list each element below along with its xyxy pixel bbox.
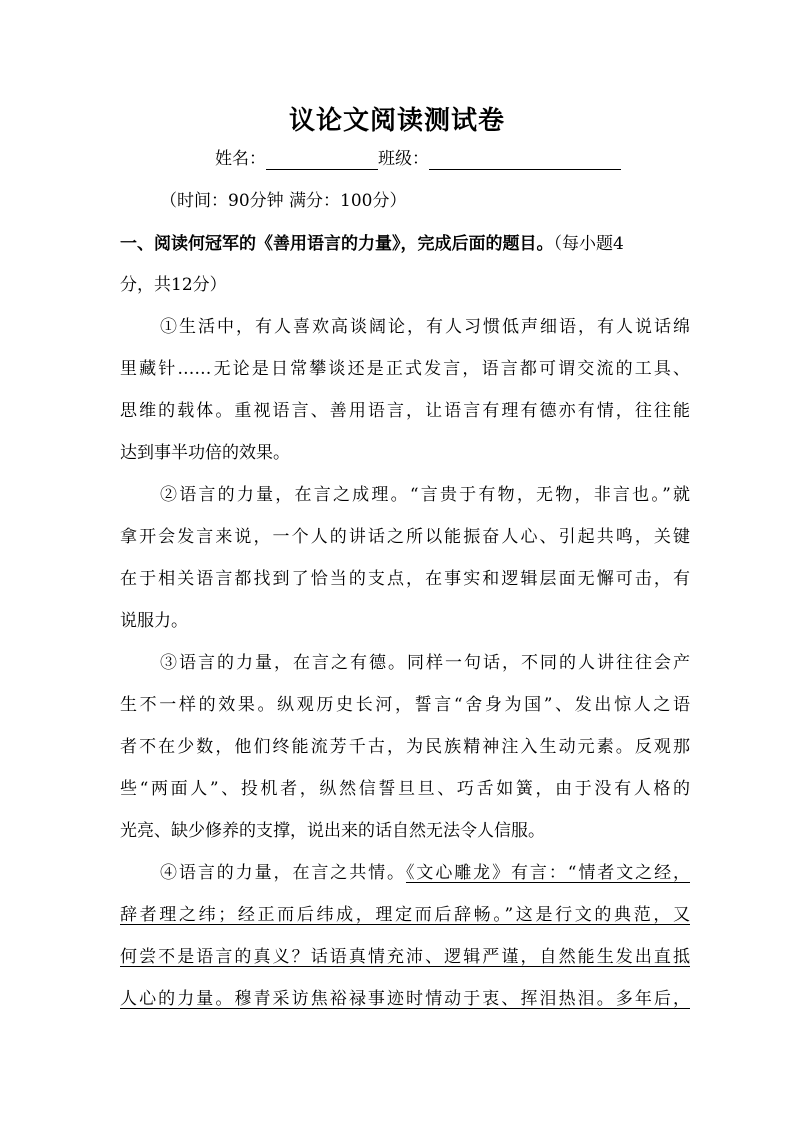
time-note: （时间：90分钟 满分：100分） [160, 191, 407, 211]
paragraph-line: ③语言的力量，在言之有德。同样一句话，不同的人讲往往会产 [160, 653, 690, 673]
class-label: 班级： [378, 149, 429, 169]
name-label: 姓名： [215, 149, 266, 169]
paragraph-line: 说服力。 [120, 611, 188, 631]
paragraph-line: 光亮、缺少修养的支撑，说出来的话自然无法令人信服。 [120, 821, 545, 841]
paragraph-line: 拿开会发言来说，一个人的讲话之所以能振奋人心、引起共鸣，关键 [120, 527, 690, 547]
name-class-row [215, 148, 785, 170]
paragraph-line: 里藏针……无论是日常攀谈还是正式发言，语言都可谓交流的工具、 [120, 359, 690, 379]
paragraph-line: 者不在少数，他们终能流芳千古，为民族精神注入生动元素。反观那 [120, 737, 690, 757]
paragraph-line: 思维的载体。重视语言、善用语言，让语言有理有德亦有情，往往能 [120, 401, 690, 421]
name-field[interactable] [266, 151, 378, 170]
underlined-line: 何尝不是语言的真义？话语真情充沛、逻辑严谨，自然能生发出直抵 [120, 947, 690, 967]
paragraph-line: 些“两面人”、投机者，纵然信誓旦旦、巧舌如簧，由于没有人格的 [120, 779, 690, 799]
page-title: 议论文阅读测试卷 [288, 106, 505, 136]
paragraph-line: 在于相关语言都找到了恰当的支点，在事实和逻辑层面无懈可击，有 [120, 569, 690, 589]
section-heading [120, 233, 690, 255]
underlined-line: 辞者理之纬；经正而后纬成，理定而后辞畅。”这是行文的典范，又 [120, 905, 690, 925]
paragraph-line: 生不一样的效果。纵观历史长河，誓言“舍身为国”、发出惊人之语 [120, 695, 690, 715]
section-heading-text: 一、阅读何冠军的《善用语言的力量》，完成后面的题目。 [120, 234, 554, 254]
paragraph-text: ④语言的力量，在言之共情。 [160, 863, 406, 883]
paragraph-line [160, 862, 690, 884]
underlined-line: 人心的力量。穆青采访焦裕禄事迹时情动于衷、挥泪热泪。多年后， [120, 989, 690, 1009]
section-heading-note: （每小题4 [553, 234, 624, 254]
paragraph-line: ①生活中，有人喜欢高谈阔论，有人习惯低声细语，有人说话绵 [160, 317, 690, 337]
paragraph-line: 达到事半功倍的效果。 [120, 443, 290, 463]
underlined-text: 《文心雕龙》有言：“情者文之经， [405, 863, 690, 883]
section-heading-note-cont: 分，共12分） [120, 275, 227, 295]
class-field[interactable] [429, 151, 621, 170]
paragraph-line: ②语言的力量，在言之成理。“言贵于有物，无物，非言也。”就 [160, 485, 690, 505]
